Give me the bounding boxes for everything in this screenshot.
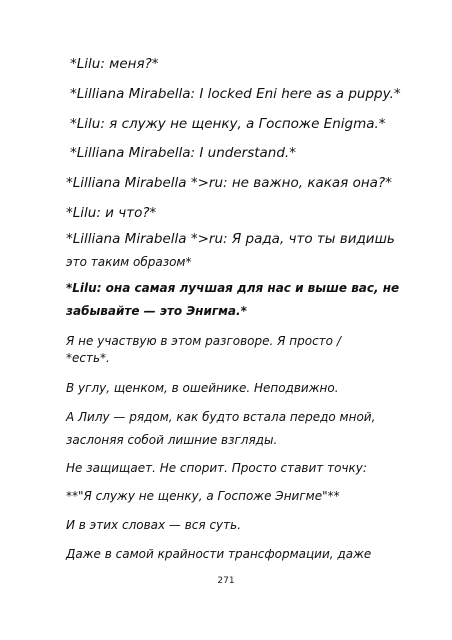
text-line-7: *Lilliana Mirabella *>ru: Я рада, что ты видишь bbox=[66, 231, 395, 247]
page-number: 271 bbox=[217, 576, 235, 586]
text-line-1: *Lilu: меня?* bbox=[70, 56, 159, 72]
text-line-2: *Lilliana Mirabella: I locked Eni here as a puppy.* bbox=[70, 86, 401, 102]
text-line-16: Не защищает. Не спорит. Просто ставит точку: bbox=[66, 461, 367, 475]
text-line-5: *Lilliana Mirabella *>ru: не важно, какая она?* bbox=[66, 175, 392, 191]
text-line-13: В углу, щенком, в ошейнике. Неподвижно. bbox=[66, 381, 339, 395]
text-line-11: Я не участвую в этом разговоре. Я просто / bbox=[66, 334, 341, 348]
text-line-6: *Lilu: и что?* bbox=[66, 205, 157, 221]
text-line-14: А Лилу — рядом, как будто встала передо мной, bbox=[66, 410, 376, 424]
text-line-15: заслоняя собой лишние взгляды. bbox=[66, 433, 278, 447]
text-line-17: **"Я служу не щенку, а Госпоже Энигме"** bbox=[66, 489, 340, 503]
text-line-19: Даже в самой крайности трансформации, даже bbox=[66, 547, 372, 561]
text-line-18: И в этих словах — вся суть. bbox=[66, 518, 242, 532]
text-line-3: *Lilu: я служу не щенку, а Госпоже Enigma.* bbox=[70, 116, 386, 132]
text-line-9: *Lilu: она самая лучшая для нас и выше вас, не bbox=[66, 281, 400, 295]
text-line-12: *есть*. bbox=[66, 351, 110, 365]
text-line-10: забывайте — это Энигма.* bbox=[66, 304, 247, 318]
text-line-8: это таким образом* bbox=[66, 255, 192, 269]
text-line-4: *Lilliana Mirabella: I understand.* bbox=[70, 145, 296, 161]
